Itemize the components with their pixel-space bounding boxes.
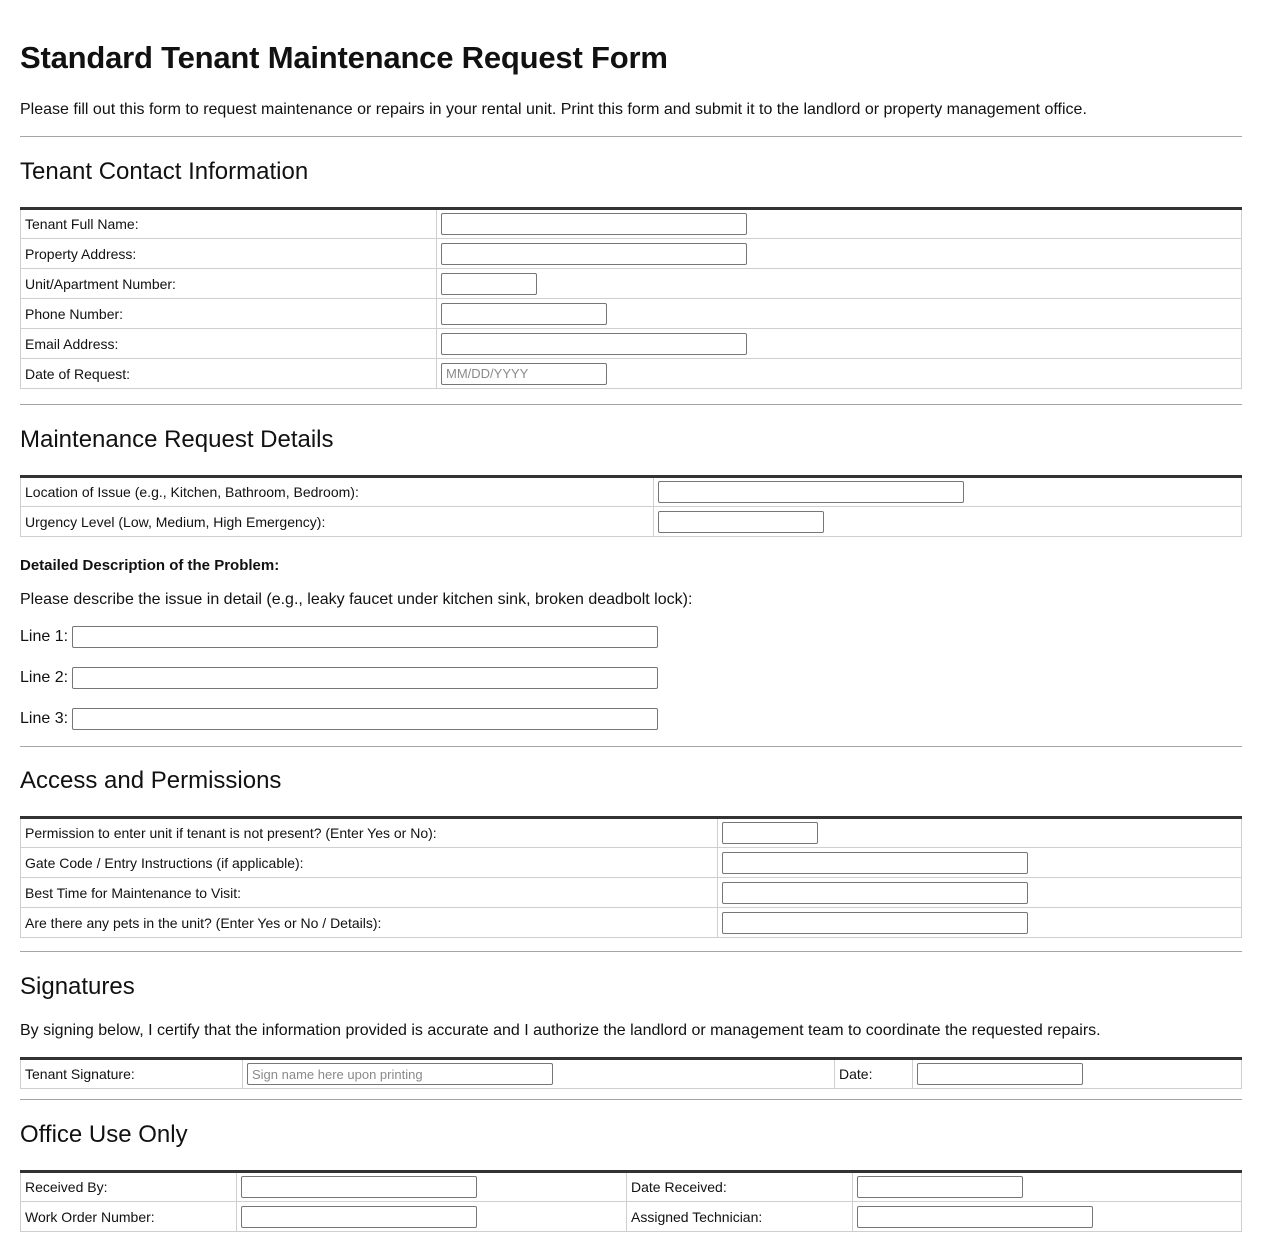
tenant-name-input[interactable] (441, 213, 747, 235)
page-title: Standard Tenant Maintenance Request Form (20, 40, 668, 75)
date-of-request-label: Date of Request: (21, 359, 437, 389)
table-row (21, 878, 1242, 908)
details-section-heading: Maintenance Request Details (20, 426, 334, 453)
best-time-input[interactable] (722, 882, 1028, 904)
access-table (20, 816, 1242, 938)
table-row (21, 1172, 1242, 1202)
divider (20, 136, 1242, 137)
tenant-signature-label: Tenant Signature: (21, 1059, 243, 1089)
email-address-input[interactable] (441, 333, 747, 355)
description-prompt: Please describe the issue in detail (e.g., leaky faucet under kitchen sink, broken deadbolt lock): (20, 591, 693, 608)
work-order-number-label: Work Order Number: (21, 1202, 237, 1232)
signature-date-input[interactable] (917, 1063, 1083, 1085)
office-use-table (20, 1170, 1242, 1232)
table-row (21, 239, 1242, 269)
table-row (21, 818, 1242, 848)
table-row (21, 507, 1242, 537)
table-row (21, 477, 1242, 507)
signature-table (20, 1057, 1242, 1089)
urgency-level-label: Urgency Level (Low, Medium, High Emergency): (21, 507, 654, 537)
line-2-label: Line 2: (20, 669, 69, 686)
date-received-input[interactable] (857, 1176, 1023, 1198)
table-row (21, 299, 1242, 329)
unit-number-label: Unit/Apartment Number: (21, 269, 437, 299)
work-order-number-input[interactable] (241, 1206, 477, 1228)
assigned-technician-input[interactable] (857, 1206, 1093, 1228)
signature-date-label: Date: (835, 1059, 913, 1089)
phone-number-label: Phone Number: (21, 299, 437, 329)
date-received-label: Date Received: (627, 1172, 853, 1202)
line-3-input[interactable] (72, 708, 658, 730)
location-of-issue-input[interactable] (658, 481, 964, 503)
divider (20, 1099, 1242, 1100)
divider (20, 404, 1242, 405)
gate-code-input[interactable] (722, 852, 1028, 874)
signatures-section-heading: Signatures (20, 973, 135, 1000)
tenant-name-label: Tenant Full Name: (21, 209, 437, 239)
phone-number-input[interactable] (441, 303, 607, 325)
best-time-label: Best Time for Maintenance to Visit: (21, 878, 718, 908)
tenant-signature-input[interactable] (247, 1063, 553, 1085)
access-section-heading: Access and Permissions (20, 767, 282, 794)
received-by-input[interactable] (241, 1176, 477, 1198)
permission-to-enter-input[interactable] (722, 822, 818, 844)
divider (20, 951, 1242, 952)
certification-statement: By signing below, I certify that the information provided is accurate and I authorize the landlord or management team to coordinate the requested repairs. (20, 1022, 1101, 1039)
table-row (21, 1202, 1242, 1232)
table-row (21, 359, 1242, 389)
intro-text: Please fill out this form to request maintenance or repairs in your rental unit. Print this form and submit it to the landlord or property management office. (20, 101, 1087, 118)
property-address-input[interactable] (441, 243, 747, 265)
email-address-label: Email Address: (21, 329, 437, 359)
description-line-3 (20, 707, 658, 731)
table-row (21, 908, 1242, 938)
table-row (21, 1059, 1242, 1089)
line-1-input[interactable] (72, 626, 658, 648)
gate-code-label: Gate Code / Entry Instructions (if applicable): (21, 848, 718, 878)
assigned-technician-label: Assigned Technician: (627, 1202, 853, 1232)
pets-label: Are there any pets in the unit? (Enter Yes or No / Details): (21, 908, 718, 938)
unit-number-input[interactable] (441, 273, 537, 295)
table-row (21, 329, 1242, 359)
received-by-label: Received By: (21, 1172, 237, 1202)
line-2-input[interactable] (72, 667, 658, 689)
description-heading: Detailed Description of the Problem: (20, 557, 280, 574)
permission-to-enter-label: Permission to enter unit if tenant is not present? (Enter Yes or No): (21, 818, 718, 848)
property-address-label: Property Address: (21, 239, 437, 269)
tenant-section-heading: Tenant Contact Information (20, 158, 309, 185)
tenant-info-table (20, 207, 1242, 389)
location-of-issue-label: Location of Issue (e.g., Kitchen, Bathroom, Bedroom): (21, 477, 654, 507)
details-table (20, 475, 1242, 537)
urgency-level-input[interactable] (658, 511, 824, 533)
table-row (21, 269, 1242, 299)
date-of-request-input[interactable] (441, 363, 607, 385)
description-line-2 (20, 666, 658, 690)
table-row (21, 848, 1242, 878)
pets-input[interactable] (722, 912, 1028, 934)
divider (20, 746, 1242, 747)
office-section-heading: Office Use Only (20, 1121, 188, 1148)
line-3-label: Line 3: (20, 710, 69, 727)
description-line-1 (20, 625, 658, 649)
table-row (21, 209, 1242, 239)
line-1-label: Line 1: (20, 628, 69, 645)
